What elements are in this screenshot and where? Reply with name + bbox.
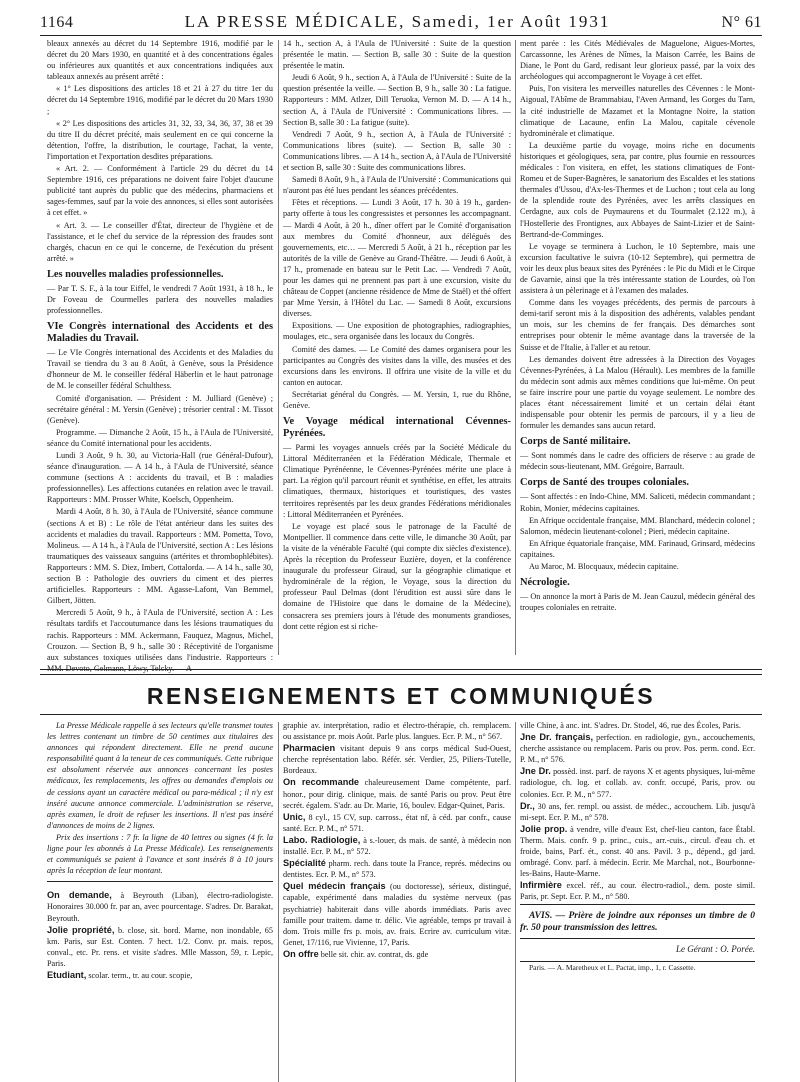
ad-heading: Unic,: [283, 811, 306, 822]
ads-column-3: [520, 720, 755, 1082]
paragraph: Expositions. — Une exposition de photographies, radiographies, moulages, etc., sera organisée dans les locaux du Congrès.: [283, 321, 511, 342]
ad-heading: Infirmière: [520, 880, 562, 891]
ad-text: visitant depuis 9 ans corps médical Sud-Ouest, cherche représentation labo. Référ. sér. Verdier, 25, Piliers-Tutelle, Bordeaux.: [283, 744, 512, 776]
column-divider: [278, 722, 279, 1082]
paragraph: Fêtes et réceptions. — Lundi 3 Août, 17 h. 30 à 19 h., garden-party offerte à tous les congressistes et personnes les accompagnant. — Mardi 4 Août, à 20 h., dîner offert par le Comité d'organisation aux membres du Comité d'honneur, aux délégués des gouvernements, etc… — Mercredi 5 Août, à 21 h., réception par les autorités de la ville de Genève au Grand-Théâtre. — Jeudi 6 Août, à 17 h., promenade en bateau sur le Petit Lac. — Vendredi 7 Août, pour les dames qui ne prennent pas part à une excursion, visite du château de Coppet (ancienne résidence de Mme de Staël) et thé offert par Mme Yersin, à l'Hôtel du Lac. — Samedi 8 Août, excursions diverses.: [283, 198, 511, 319]
ads-column-1: [47, 720, 273, 1082]
ad-text: belle sit. chir. av. contrat, ds. gde: [320, 949, 429, 959]
paragraph: — Le VIe Congrès international des Accidents et des Maladies du Travail se tiendra du 3 au 8 Août, à Genève, sous la Présidence d'honneur de M. le conseiller fédéral Häberlin et le haut patronage de M. le conseiller fédéral Schulthess.: [47, 348, 273, 391]
paragraph: Puis, l'on visitera les merveilles naturelles des Cévennes : le Mont-Aigoual, l'Abîme de Brammabiau, l'Aven Armand, les Gorges du Tarn, la cité industrielle de Mazamet et la Montagne Noire, la station climatique de Lacaune, enfin La Malou, capitale cévenole hydrominérale et climatique.: [520, 84, 755, 138]
classified-ad: [283, 743, 511, 776]
ad-text: (ou doctoresse), sérieux, distingué, capable, expérimenté dans maladies du système nerveux (pas psychiatrie) habiterait dans ville abords immédiats. Paris avec famille pour traitem. dame tr. délic. Vie agréable, temps pr travail à dom. Trois mille frs p. mois, av. frais. Ecrire av. curriculum vitæ. Genet, 17/116, rue Vivienne, 17, Paris.: [283, 882, 511, 947]
paragraph: En Afrique équatoriale française, MM. Farinaud, Grinsard, médecins capitaines.: [520, 538, 755, 559]
journal-title: LA PRESSE MÉDICALE, Samedi, 1er Août 1931: [184, 12, 611, 31]
classified-ad: [47, 970, 273, 981]
ad-text: pharm. rech. dans toute la France, représ. médecins ou dentistes. Ecr. P. M., n° 573.: [283, 859, 512, 880]
column-divider: [278, 40, 279, 655]
ads-column-2: [283, 720, 511, 1082]
paragraph: Le voyage est placé sous le patronage de la Faculté de Montpellier. Il commence dans cette ville, le dimanche 30 Août, par la visite de la vénérable Faculté (qui compte dix siècles d'existence). Après la réception du Professeur Euzière, doyen, et la conférence inaugurale du professeur Giraud, sur la géographie climatique et hydrominérale de la région, le Voyage, sous la direction du professeur Paul Delmas (dont l'érudition est aussi sûre dans le domaine de l'Histoire que dans le domaine de la Médecine), consacrera ses premiers jours à l'étude des monuments grandioses, dont cette région est si riche-: [283, 521, 511, 631]
column-3: [520, 38, 755, 662]
notice-prices: Prix des insertions : 7 fr. la ligne de 40 lettres ou signes (4 fr. la ligne pour les abonnés à La Presse Médicale). Les renseignements et communiqués se paient à l'avance et sont insérés 8 à 10 jours après la réception de leur montant.: [47, 832, 273, 876]
ad-text: chaleureusement Dame compétente, parf. honor., pour dirig. clinique, mais. de santé Paris ou prov. Peut être secrét. égalem. S'adr. au Dr. Marie, 16, boulev. Edgar-Quinet, Paris.: [283, 778, 511, 810]
classified-ad: [520, 880, 755, 902]
classified-ad: graphie av. interprétation, radio et électro-thérapie, ch. remplacem. ou assistance pr. mois Août. Parle plus. langues. Ecr. P. M., n° 567.: [283, 721, 511, 742]
article-heading: Les nouvelles maladies professionnelles.: [47, 268, 224, 280]
ad-text: perfection. en radiologie, gyn., accouchements, cherche assistance ou remplacem. Paris ou prov. Pos. perm. cond. Ecr. P. M., n° 576.: [520, 733, 756, 765]
classified-ad: [283, 881, 511, 948]
column-2: [283, 38, 511, 662]
paragraph: Vendredi 7 Août, 9 h., section A, à l'Aula de l'Université : Communications libres (suite). — Section B, salle 30 : Communications libres. — A 14 h., section A, à l'Aula de l'Université et section B, salle 30 : Suite des communications libres.: [283, 129, 511, 173]
ad-text: à s.-louer, ds mais. de santé, à médecin non installé. Ecr. P. M., n° 572.: [283, 835, 512, 857]
ad-heading: Pharmacien: [283, 743, 336, 754]
paragraph: Les demandes doivent être adressées à la Direction des Voyages Cévennes-Pyrénées, à La Malou (Hérault). Les membres de la famille du médecin sont admis aux mêmes conditions que lui-même. On peut se faire inscrire pour une partie du voyage seulement. Le nombre des places étant nécessairement limité et un certain délai étant indispensable pour obtenir les permis de parcours, il y a lieu de formuler les demandes sans aucun retard.: [520, 354, 755, 431]
classified-ad: [283, 858, 511, 880]
gerant-signature: Le Gérant : O. Porée.: [520, 944, 755, 962]
ad-heading: On demande,: [47, 890, 112, 901]
section-divider: [40, 669, 762, 675]
article-heading: Corps de Santé militaire.: [520, 436, 631, 448]
paragraph: Samedi 8 Août, 9 h., à l'Aula de l'Université : Communications qui n'auront pas été lues pendant les séances précédentes.: [283, 175, 511, 196]
paragraph: En Afrique occidentale française, MM. Blanchard, médecin colonel ; Salomon, médecin lieutenant-colonel ; Pieri, médecin capitaine.: [520, 515, 755, 536]
paragraph: Programme. — Dimanche 2 Août, 15 h., à l'Aula de l'Université, séance du Comité international pour les accidents.: [47, 427, 273, 448]
ad-text: 30 ans, fer. rempl. ou assist. de médec., accouchem. Lib. jusqu'à mi-sept. Ecr. P. M., n° 578.: [520, 801, 755, 822]
paragraph: ment parée : les Cités Médiévales de Maguelone, Aigues-Mortes, Carcassonne, les Arènes de Nîmes, la Maison Carrée, les Bains de Diane, le Pont du Gard, redisant leur glorieux passé, par la voix des archéologues qui accompagneront le Voyage à cet effet.: [520, 39, 755, 82]
page-header: [40, 6, 762, 36]
classified-ad: [520, 824, 755, 879]
ad-text: à Beyrouth (Liban), électro-radiologiste. Honoraires 30.000 fr. par an, avec pourcentage. S'adres. Dr. Barakat, Beyrouth.: [47, 891, 273, 923]
article-heading: Ve Voyage médical international Cévennes-Pyrénées.: [283, 416, 511, 440]
printer-imprint: Paris. — A. Maretheux et L. Pactat, imp., 1, r. Cassette.: [529, 962, 696, 972]
classified-ad: [283, 812, 511, 834]
article-heading: Nécrologie.: [520, 577, 570, 589]
paragraph: Jeudi 6 Août, 9 h., section A, à l'Aula de l'Université : Suite de la question présentée la veille. — Section B, 9 h., salle 30 : La fatigue. Rapporteurs : MM. Atlzer, Dill Teruoka, Vernon M. D. — A 14 h., section A, à l'Aula de l'Université : Communications libres. — Section B, salle 30 : La fatigue (suite).: [283, 73, 511, 127]
paragraph: « 2° Les dispositions des articles 31, 32, 33, 34, 36, 37, 38 et 39 du titre II du décret précité, mais seulement en ce qui concerne la détention, l'offre, la distribution, le courtage, l'achat, la vente, l'importation et l'exportation desdites préparations.: [47, 118, 273, 161]
classified-ad: [520, 766, 755, 799]
paragraph: « 1° Les dispositions des articles 18 et 21 à 27 du titre 1er du décret du 14 Septembre 1916, modifié par le décret du 20 Mars 1930 ;: [47, 84, 273, 116]
notice-text: La Presse Médicale rappelle à ses lecteurs qu'elle transmet toutes les lettres contenant un timbre de 50 centimes aux titulaires des annonces qui répondent directement. Elle ne prend aucune responsabilité quant à la teneur de ces communiqués. Cette rubrique est absolument réservée aux annonces concernant les postes médicaux, les remplacements, les offres ou demandes d'emplois ou de cessions ayant un caractère médical ou para-médical ; il n'y est inséré aucune annonce commerciale. L'administration se réserve, après examen, le droit de refuser les insertions. Il n'est pas inséré d'annonces de moins de 2 lignes.: [47, 721, 273, 830]
ad-heading: Labo. Radiologie,: [283, 834, 361, 845]
ad-text: à vendre, ville d'eaux Est, chef-lieu canton, face Établ. Therm. Mais. confr. 9 p. princ., cuis., arr.-cuis., circul. d'eau ch. et froide, bains, Parf. ét., const. 40 ans. Pavil. 3 p., dépend., gd jard. ombragé. Conv. parf. à médecin. Ecrir. Me Marchal, not., Bourbonne-les-Bains, Haute-Marne.: [520, 824, 756, 879]
paragraph: Comité d'organisation. — Président : M. Julliard (Genève) ; secrétaire général : M. Yersin (Genève) ; trésorier central : M. Tissot (Genève).: [47, 393, 273, 425]
paragraph: Secrétariat général du Congrès. — M. Yersin, 1, rue du Rhône, Genève.: [283, 389, 511, 410]
ad-heading: On recommande: [283, 777, 360, 788]
classified-ad: [520, 801, 755, 823]
paragraph: — Sont nommés dans le cadre des officiers de réserve : au grade de médecin sous-lieutenant, MM. Grégoire, Barrault.: [520, 451, 755, 472]
section-divider: [40, 714, 762, 715]
ad-text: possèd. inst. parf. de rayons X et agents physiques, lui-même radiologue, ch. log. et collab. av. confr. occupé, Paris, prov. ou colonies. Ecr. P. M., n° 577.: [520, 767, 756, 799]
paragraph: 14 h., section A, à l'Aula de l'Université : Suite de la question présentée le matin. — Section B, salle 30 : Suite de la question présentée le matin.: [283, 39, 511, 71]
paragraph: Lundi 3 Août, 9 h. 30, au Victoria-Hall (rue Général-Dufour), séance d'inauguration. — A 14 h., à l'Aula de l'Université, séance commune (sections A : accidents du travail, et B : maladies professionnelles). Les affections cutanées en relation avec le travail. Rapporteurs : MM. Prosser White, Koelsch, Oppenheim.: [47, 451, 273, 505]
column-1: [47, 38, 273, 673]
ad-heading: Jne Dr.: [520, 766, 551, 777]
paragraph: Au Maroc, M. Blocquaux, médecin capitaine.: [529, 562, 679, 572]
ad-heading: On offre: [283, 948, 319, 959]
paragraph: — On annonce la mort à Paris de M. Jean Cauzul, médecin général des troupes coloniales en retraite.: [520, 592, 755, 613]
ad-heading: Etudiant,: [47, 969, 87, 980]
paragraph: Le voyage se terminera à Luchon, le 10 Septembre, mais une excursion facultative le suivra (10-12 Septembre), qui permettra de voir les deux plus beaux sites des Pyrénées : le Pic du Midi et le Cirque de Gavarnie, ainsi que la très intéressante station de Lourdes, où l'on assistera à un pèlerinage et à l'examen des malades.: [520, 241, 755, 296]
paragraph: — Parmi les voyages annuels créés par la Société Médicale du Littoral Méditerranéen et la Fédération Médicale, Thermale et Climatique Pyrénéenne, le Cévennes-Pyrénées mérite une place à part. La région qu'il parcourt réunit et synthétise, en effet, les attraits climatiques, thermaux, historiques et touristiques, des vastes territoires représentés par les deux grandes Fédérations méridionales : Littoral Méditerranéen et Pyrénées.: [283, 443, 511, 519]
column-divider: [515, 722, 516, 1082]
ad-heading: Jolie propriété,: [47, 924, 115, 935]
classified-ad: [47, 925, 273, 969]
article-heading: Corps de Santé des troupes coloniales.: [520, 477, 689, 489]
classified-ad: [283, 949, 511, 960]
advertising-notice: [47, 720, 273, 882]
ad-text: 8 cyl., 15 CV, sup. carross., état nf, à céd. par confr., cause santé. Ecr. P. M., n° 571.: [283, 812, 511, 833]
ad-heading: Jne Dr. français,: [520, 732, 594, 743]
paragraph: — Sont affectés : en Indo-Chine, MM. Saliceti, médecin commandant ; Robin, Monier, médecins capitaines.: [520, 492, 755, 513]
ad-heading: Spécialité: [283, 858, 326, 869]
classified-ad: ville Chine, à anc. int. S'adres. Dr. Stodel, 46, rue des Écoles, Paris.: [520, 721, 741, 730]
ad-heading: Quel médecin français: [283, 881, 386, 892]
paragraph: Comme dans les voyages précédents, des permis de parcours à demi-tarif seront mis à la disposition des adhérents, valables pendant un mois, sur les chemins de fer français. Des démarches sont entreprises pour obtenir le même avantage dans la traversée de la Suisse et de l'Italie, à l'aller et au retour.: [520, 298, 755, 352]
paragraph: Mardi 4 Août, 8 h. 30, à l'Aula de l'Université, séance commune (sections A et B) : Le rôle de l'état antérieur dans les suites des accidents et maladies du travail. Rapporteurs : MM. Pometta, Tovo, Molineus. — A 14 h., à l'Aula de l'Université, section A : Les lésions traumatiques des vaisseaux sanguins (artérites et thrombophlébites). Rapporteurs : MM. S. Diez, Imbert, Cottalorda. — A 14 h., salle 30, section B : Pathologie des ouvriers du ciment et des pierres artificielles. Rapporteurs : MM. Agasse-Lafont, Van Bemmel, Gilbert, Jötten.: [47, 507, 273, 606]
paragraph: « Art. 3. — Le conseiller d'État, directeur de l'hygiène et de l'assistance, et le chef du service de la répression des fraudes sont chargés, chacun en ce qui le concerne, de l'exécution du présent arrêté. »: [47, 220, 273, 263]
paragraph: La deuxième partie du voyage, moins riche en documents historiques et géologiques, sera, par contre, plus fournie en ressources médicales : l'on visitera, en effet, les stations climatiques de Font-Romeu et de Super-Bagnères, le sanatorium des Escaldes et les stations thermales d'Ussou, d'Ax-les-Thermes et de Luchon ; tout cela au long de la splendide route des Pyrénées, avec les arrêts classiques en Cerdagne, aux cols de Puymaurens et du Tourmalet (2.122 m.), à l'Hostellerie des Frontignes, aux Abbayes de Saint-Lizier et de Saint-Bertrand-de-Comminges.: [520, 140, 755, 239]
article-heading: VIe Congrès international des Accidents et des Maladies du Travail.: [47, 321, 273, 345]
ad-heading: Jolie prop.: [520, 823, 568, 834]
section-title: RENSEIGNEMENTS ET COMMUNIQUÉS: [146, 683, 656, 709]
page-number: 1164: [40, 14, 74, 31]
ad-text: scolar. term., tr. au cour. scopie,: [88, 970, 193, 980]
ad-text: excel. réf., au cour. électro-radiol., dem. poste simil. Paris, pr. Sept. Ecr. P. M., n° 580.: [520, 881, 755, 902]
paragraph: Mercredi 5 Août, 9 h., à l'Aula de l'Université, section A : Les résultats tardifs et l'accoutumance dans les lésions traumatiques du rachis. Rapporteurs : MM. Ackermann, Fauquez, Magnus, Michel, Crouzon. — Section B, 9 h., salle 30 : Réceptivité de l'organisme aux substances toxiques utilisées dans l'industrie. Rapporteurs : MM. Devoto, Gelmann, Löwy, Telcky. — A: [47, 608, 273, 673]
classified-ad: [47, 890, 273, 923]
column-divider: [515, 40, 516, 655]
issue-number: N° 61: [721, 14, 762, 31]
paragraph: — Par T. S. F., à la tour Eiffel, le vendredi 7 Août 1931, à 18 h., le Dr Foveau de Courmelles parlera des nouvelles maladies professionnelles.: [47, 283, 273, 316]
ad-heading: Dr.,: [520, 800, 535, 811]
ad-text: b. close, sit. bord. Marne, non inondable, 65 km. Paris, sur Est. Conten. 7 hect. 1/2. Conv. pr. mais. repos, conval., etc. Pr. rens. et visite s'adres. Mlle Masson, 59, r. Lepic, Paris.: [47, 925, 273, 968]
classified-ad: [283, 835, 511, 857]
classified-ad: [520, 732, 755, 765]
paragraph: « Art. 2. — Conformément à l'article 29 du décret du 14 Septembre 1916, ces préparations ne doivent faire l'objet d'aucune publicité tant auprès du public que des médecins, pharmaciens et sages-femmes, sauf par la voie des annonces, si elles sont autorisées à cet effet. »: [47, 164, 273, 218]
avis-notice: AVIS. — Prière de joindre aux réponses un timbre de 0 fr. 50 pour transmission des lettres.: [520, 904, 755, 939]
paragraph: bleaux annexés au décret du 14 Septembre 1916, modifié par le décret du 20 Mars 1930, en quantité et à des concentrations égales ou inférieures aux quantités et aux concentrations indiquées aux tableaux annexés au présent arrêté :: [47, 39, 273, 82]
paragraph: Comité des dames. — Le Comité des dames organisera pour les participantes au Congrès des visites dans la ville, des musées et des excursions dans les environs. Il offrira une visite de la ville et du canton en autocar.: [283, 344, 511, 387]
classified-ad: [283, 777, 511, 810]
